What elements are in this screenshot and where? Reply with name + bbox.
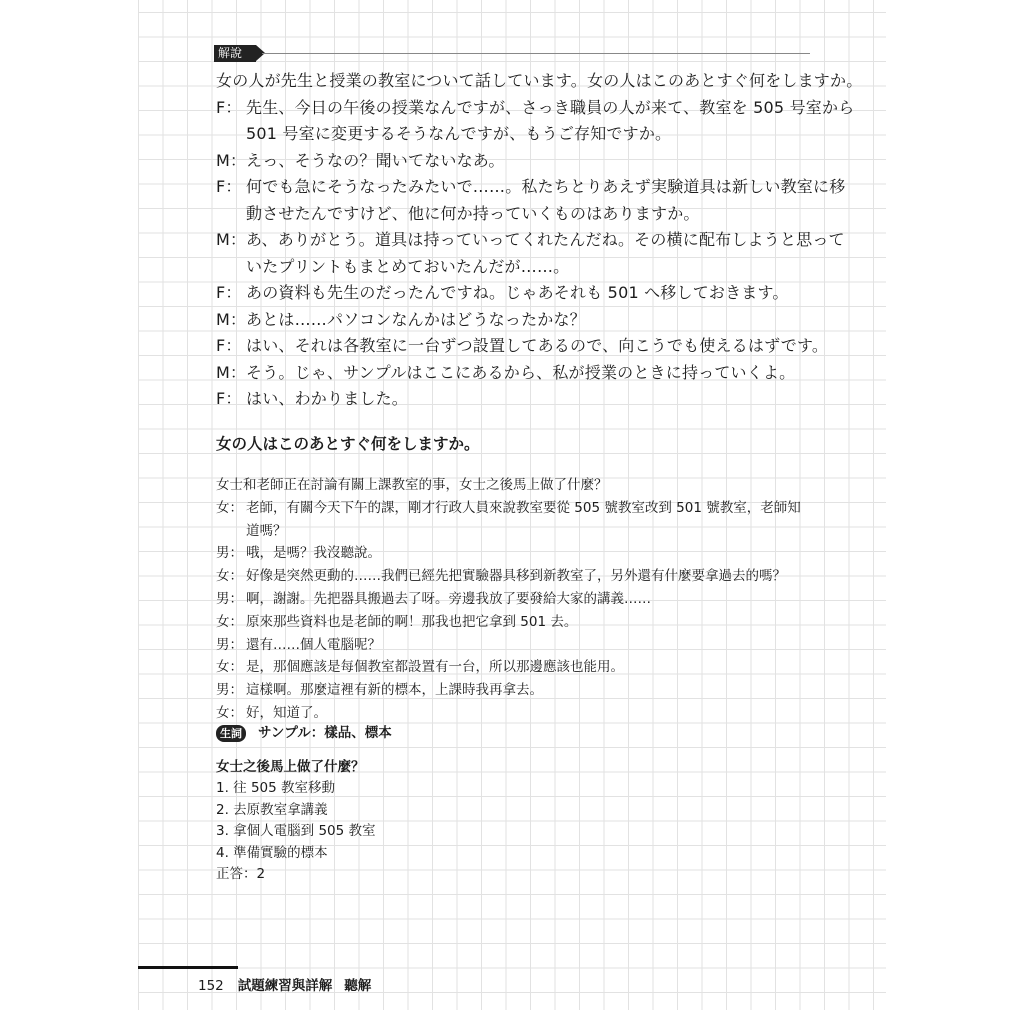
translation-text: 是，那個應該是每個教室都設置有一台，所以那邊應該也能用。 [246,659,624,676]
translation-line [216,520,812,543]
page-number: 152 [198,978,224,994]
speaker-label: 女： [216,704,243,721]
dialogue-line [216,119,812,146]
translation-text: 好，知道了。 [246,704,327,721]
left-margin [0,0,138,1024]
japanese-dialogue [216,66,863,453]
speaker-label: 男： [216,636,243,653]
dialogue-text: 先生、今日の午後の授業なんですが、さっき職員の人が来て、教室を 505 号室から [246,97,855,117]
chinese-translation [216,474,812,725]
book-title: 試題練習與詳解 [237,978,333,994]
dialogue-text: そう。じゃ、サンプルはここにあるから、私が授業のときに持っていくよ。 [246,362,796,382]
speaker-label: M： [216,230,247,249]
vocabulary-badge: 生詞 [216,725,246,742]
dialogue-text: あ、ありがとう。道具は持っていってくれたんだね。その横に配布しようと思って [246,230,845,249]
dialogue-text: 動させたんですけど、他に何か持っていくものはありますか。 [246,203,700,223]
speaker-label: F： [216,389,242,408]
translation-line [216,679,812,702]
answer-option: 2. 去原教室拿講義 [216,801,328,818]
speaker-label: F： [216,97,242,117]
dialogue-line [216,146,812,173]
dialogue-text: はい、わかりました。 [246,389,409,408]
speaker-label: 女： [216,659,243,676]
answer-section [216,756,376,886]
answer-option: 3. 拿個人電腦到 505 教室 [216,823,376,840]
dialogue-line [216,199,812,226]
dialogue-line [216,93,855,120]
section-label: 解說 [214,45,256,62]
answer-option: 1. 往 505 教室移動 [216,780,336,796]
translation-text: 道嗎？ [246,522,287,539]
answer-option: 4. 準備實驗的標本 [216,844,328,861]
right-margin [886,0,1024,1024]
dialogue-line [216,252,812,279]
dialogue-text: えっ、そうなの？聞いてないなあ。 [246,150,505,170]
page-footer [138,966,438,996]
speaker-label: 女： [216,613,243,630]
dialogue-line [216,278,812,305]
correct-answer: 正答：2 [216,866,266,883]
translation-text: 哦，是嗎？我沒聽說。 [246,545,381,562]
dialogue-line [216,172,846,199]
translation-line [216,634,812,657]
translation-line [216,702,812,725]
speaker-label: M： [216,150,247,170]
speaker-label: 男： [216,590,243,607]
translation-line [216,497,812,520]
translation-line [216,611,812,634]
footer-text [198,974,371,994]
section-name: 聽解 [344,978,372,994]
speaker-label: 女： [216,499,243,516]
translation-text: 這樣啊。那麼這裡有新的標本，上課時我再拿去。 [246,682,543,699]
dialogue-text: 何でも急にそうなったみたいで……。私たちとりあえず実験道具は新しい教室に移 [246,177,846,196]
translation-line [216,588,812,611]
speaker-label: M： [216,309,247,329]
translation-lines [216,497,812,725]
dialogue-text: あとは……パソコンなんかはどうなったかな？ [246,309,586,329]
speaker-label: 女： [216,568,243,585]
translation-text: 還有……個人電腦呢？ [246,636,381,653]
translation-line [216,542,812,565]
footer-bar [138,966,238,969]
speaker-label: F： [216,177,242,196]
bottom-margin [0,1010,1024,1024]
speaker-label: 男： [216,545,243,562]
translation-text: 好像是突然更動的……我們已經先把實驗器具移到新教室了，另外還有什麼要拿過去的嗎？ [246,568,786,585]
vocabulary-text: サンプル：樣品、標本 [258,725,392,741]
dialogue-line [216,384,812,411]
speaker-label: 男： [216,682,243,699]
dialogue-lines [216,93,855,411]
speaker-label: M： [216,362,247,382]
translation-text: 老師，有關今天下午的課，剛才行政人員來說教室要從 505 號教室改到 501 號教室，老師知 [246,499,801,516]
header-rule [262,53,810,54]
dialogue-line [216,331,829,358]
dialogue-line [216,225,845,252]
dialogue-question: 女の人はこのあとすぐ何をしますか。 [216,435,480,453]
speaker-label: F： [216,283,242,302]
translation-text: 啊，謝謝。先把器具搬過去了呀。旁邊我放了要發給大家的講義…… [246,590,651,607]
dialogue-intro: 女の人が先生と授業の教室について話しています。女の人はこのあとすぐ何をしますか。 [216,71,863,90]
answer-question: 女士之後馬上做了什麼？ [216,759,365,775]
dialogue-text: いたプリントもまとめておいたんだが……。 [246,256,570,276]
dialogue-line [216,358,812,385]
translation-line [216,656,812,679]
dialogue-text: あの資料も先生のだったんですね。じゃあそれも 501 へ移しておきます。 [246,283,789,302]
section-header [214,45,810,63]
translation-intro: 女士和老師正在討論有關上課教室的事，女士之後馬上做了什麼？ [216,477,608,493]
vocabulary-note [216,723,392,743]
translation-text: 原來那些資料也是老師的啊！那我也把它拿到 501 去。 [246,613,578,630]
dialogue-line [216,305,812,332]
dialogue-text: はい、それは各教室に一台ずつ設置してあるので、向こうでも使えるはずです。 [246,336,829,355]
speaker-label: F： [216,336,242,355]
translation-line [216,565,812,588]
dialogue-text: 501 号室に変更するそうなんですが、もうご存知ですか。 [246,124,672,143]
